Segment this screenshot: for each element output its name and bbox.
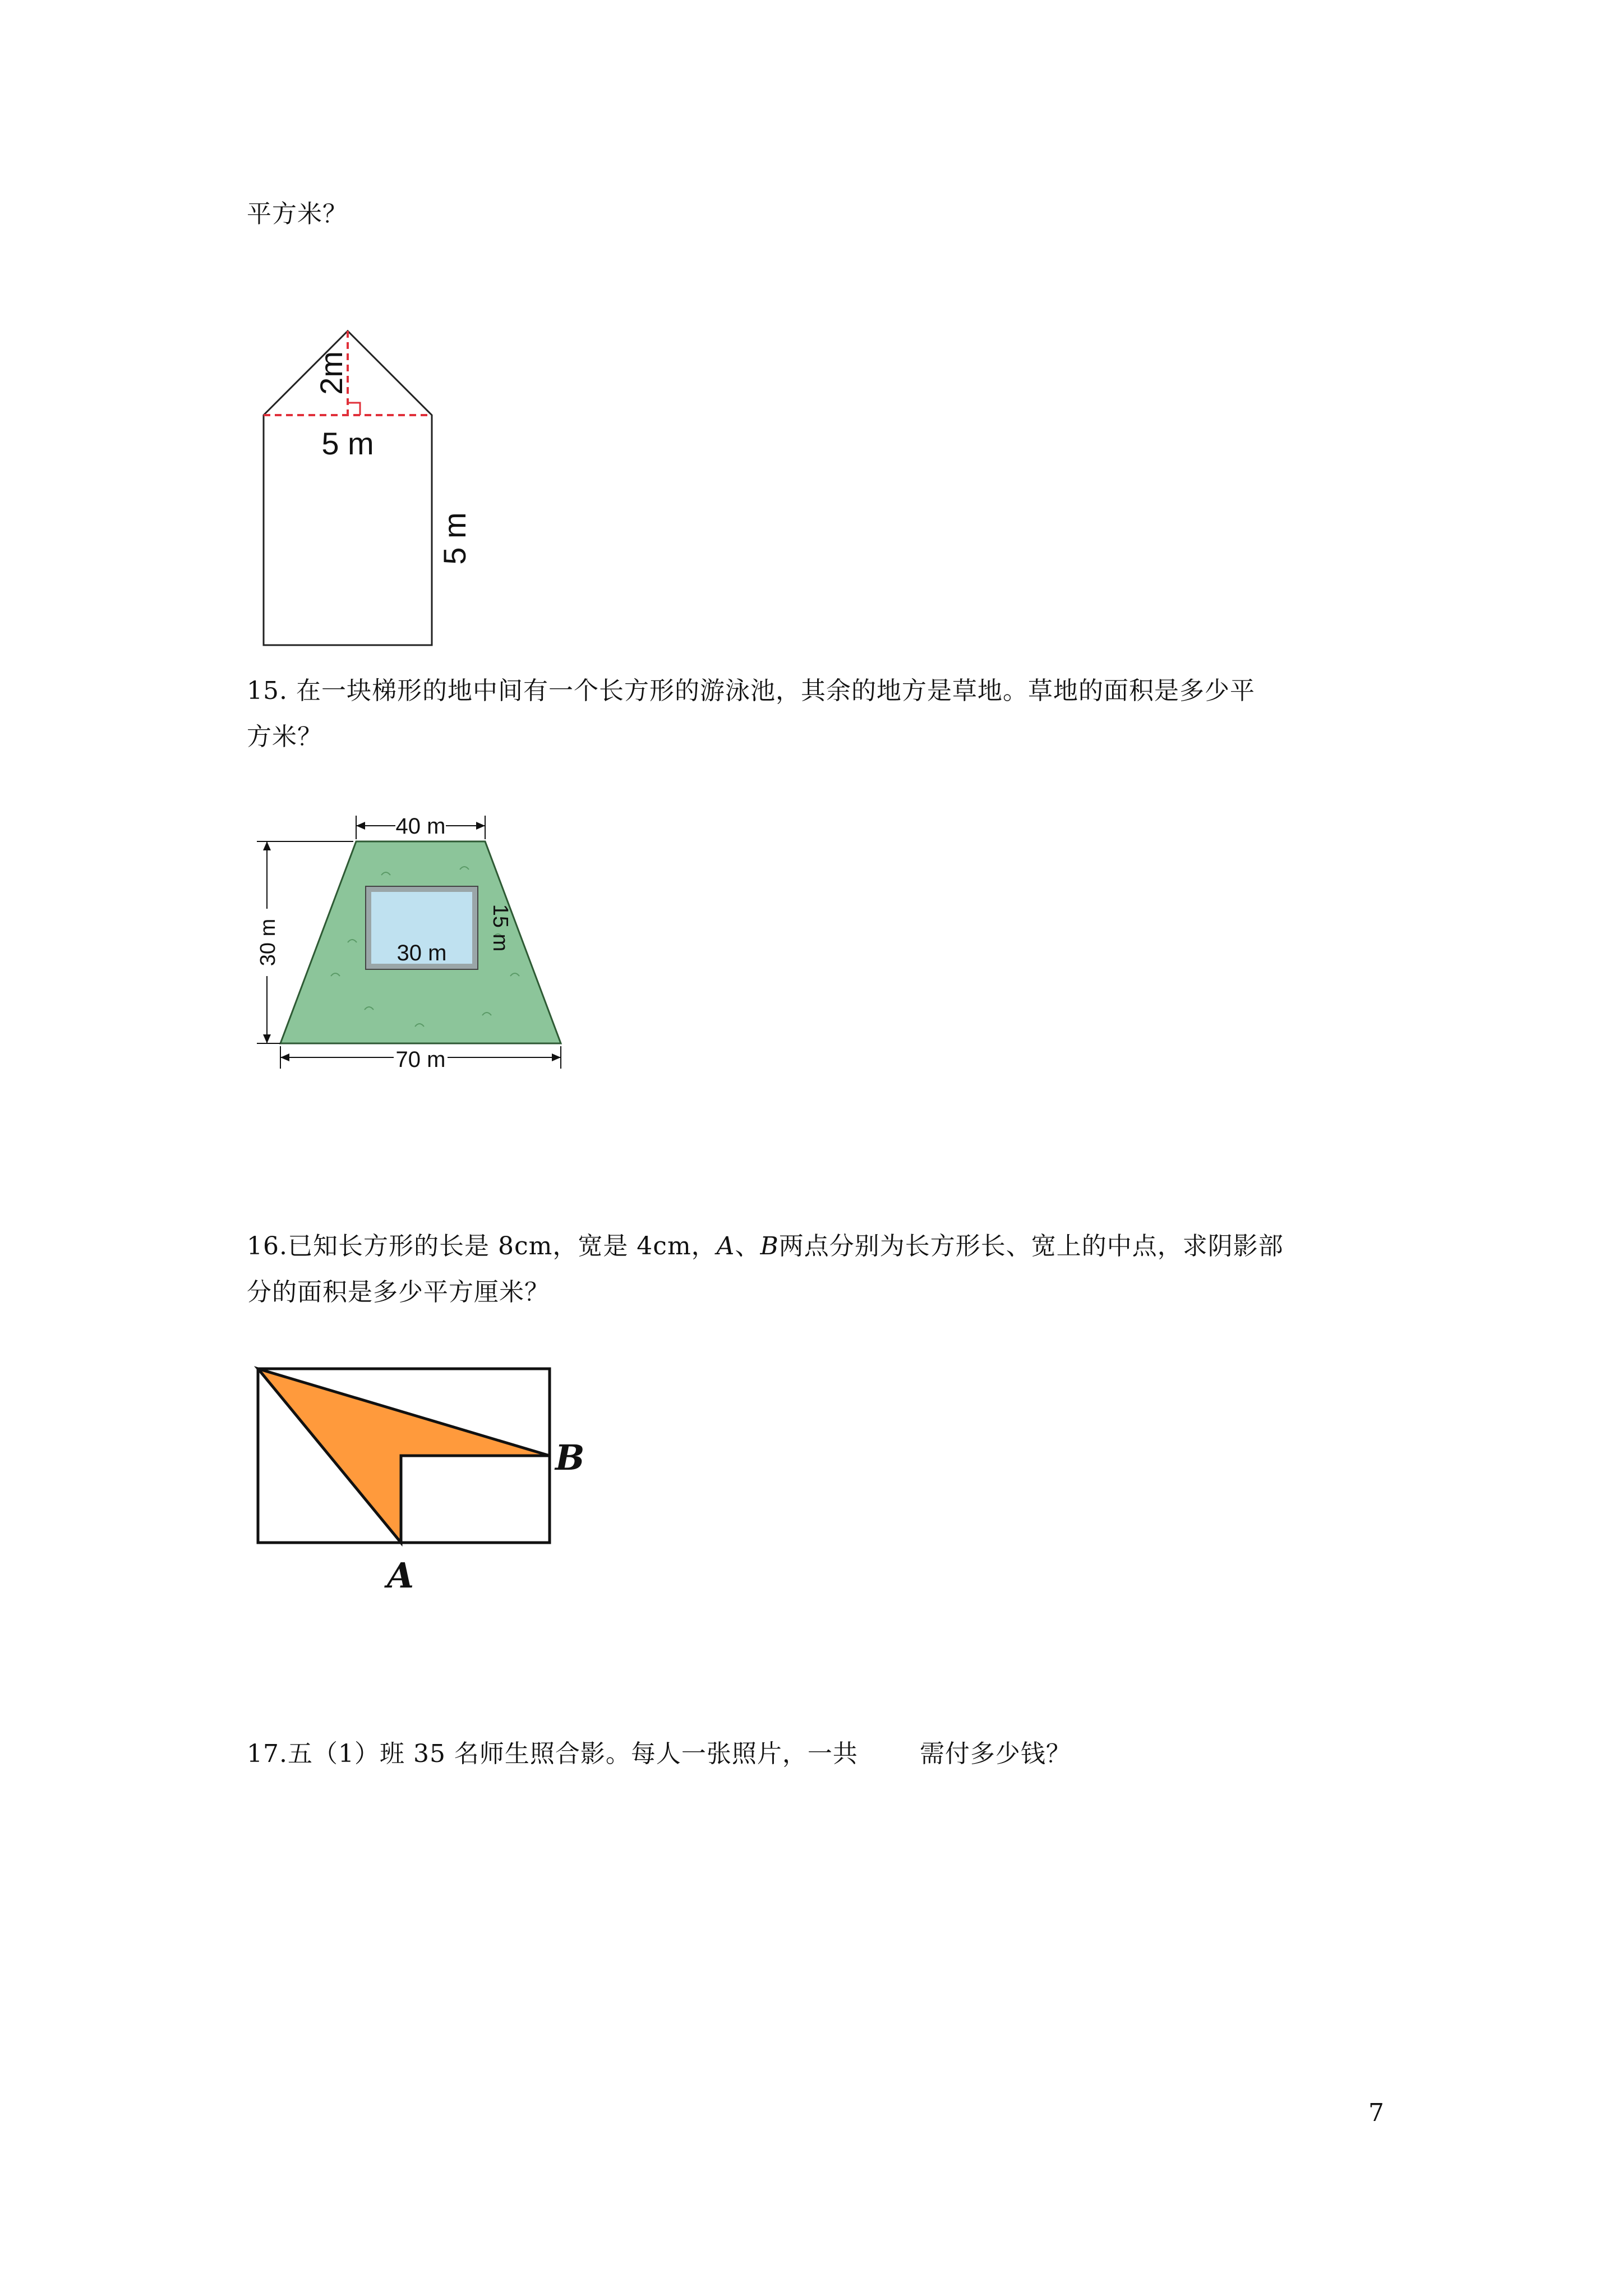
label-b: B [555, 1437, 585, 1478]
height-label: 2m [313, 351, 349, 395]
problem16-line2: 分的面积是多少平方厘米？ [247, 1278, 550, 1306]
problem16-line1 [247, 1223, 1284, 1270]
label-a: A [387, 1555, 414, 1596]
pool-height-label: 15 m [488, 904, 512, 952]
problem15-line1: 15. 在一块梯形的地中间有一个长方形的游泳池，其余的地方是草地。草地的面积是多少平 [247, 677, 1255, 705]
pool-width-label: 30 m [396, 941, 447, 965]
width-label: 5 m [321, 426, 374, 461]
problem17-text-a: 17.五（1）班 35 名师生照合影。每人一张照片，一共 [247, 1740, 858, 1768]
height-label: 30 m [256, 918, 280, 967]
figure-15-trapezoid [247, 808, 583, 1077]
right-angle-mark [348, 403, 360, 415]
side-label: 5 m [437, 512, 472, 565]
figure-16-rectangle [247, 1358, 594, 1604]
problem17 [247, 1731, 1071, 1778]
problem16-text-b: 两点分别为长方形长、宽上的中点，求阴影部 [778, 1232, 1284, 1260]
top-label: 40 m [395, 814, 446, 839]
problem15-line2: 方米？ [247, 723, 322, 751]
var-b: B [760, 1232, 779, 1260]
shaded-region [258, 1369, 550, 1543]
page-number: 7 [1368, 2099, 1385, 2127]
figure-14-house [247, 314, 505, 662]
problem14-tail: 平方米？ [247, 200, 348, 228]
var-a: A [716, 1232, 735, 1260]
bottom-label: 70 m [395, 1047, 446, 1072]
problem17-text-b: 需付多少钱？ [919, 1740, 1071, 1768]
problem16-text-a: 16.已知长方形的长是 8cm，宽是 4cm， [247, 1232, 717, 1260]
separator: 、 [735, 1232, 760, 1260]
